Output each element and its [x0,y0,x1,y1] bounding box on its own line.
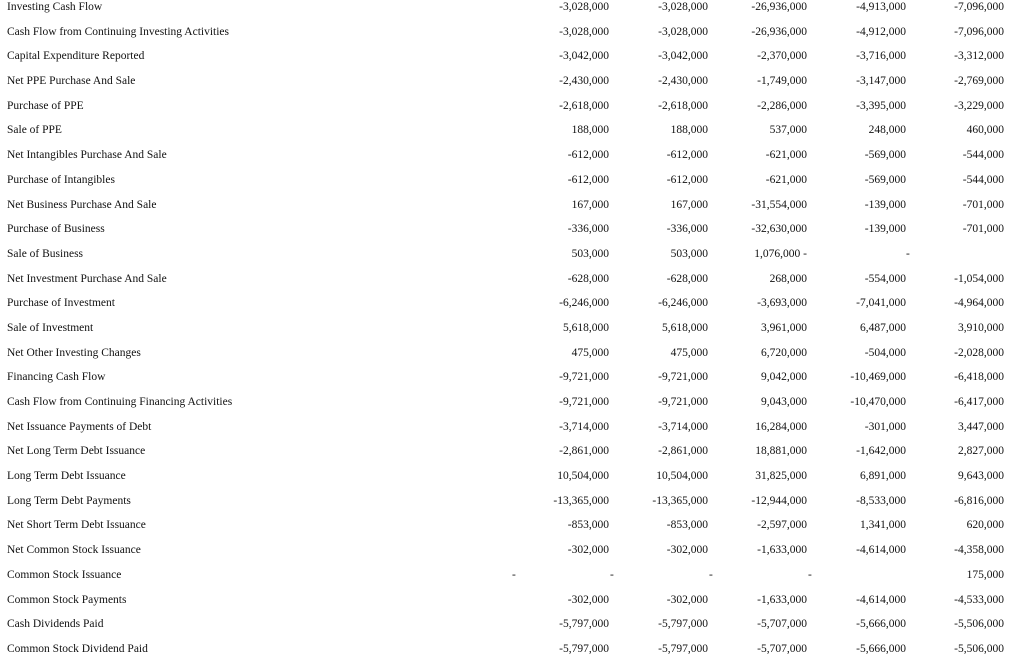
table-row [0,416,1024,441]
row-label: Net Long Term Debt Issuance [7,445,146,458]
row-label: Common Stock Issuance [7,568,122,581]
table-row [0,119,1024,144]
value-cell: -8,533,000 [856,494,906,507]
value-cell: -13,365,000 [553,494,609,507]
value-cell: -3,312,000 [954,50,1004,63]
value-cell: -4,964,000 [954,297,1004,310]
value-cell: -1,633,000 [757,544,807,557]
value-cell: 16,284,000 [755,420,807,433]
table-row [0,613,1024,638]
value-cell: -32,630,000 [751,223,807,236]
value-cell: 537,000 [769,124,807,137]
row-label: Sale of PPE [7,124,62,137]
value-cell: -2,618,000 [559,99,609,112]
value-cell: -10,469,000 [850,371,906,384]
row-label: Net Investment Purchase And Sale [7,272,167,285]
value-cell: -2,370,000 [757,50,807,63]
table-row [0,95,1024,120]
table-row [0,144,1024,169]
value-cell: -612,000 [666,149,708,162]
value-cell: -6,417,000 [954,396,1004,408]
value-cell: -26,936,000 [751,1,807,13]
table-row [0,366,1024,391]
value-cell: -2,430,000 [559,75,609,88]
value-cell: -7,096,000 [954,1,1004,13]
empty-cell-dash: - [512,568,516,581]
value-cell: -3,714,000 [559,420,609,433]
value-cell: -5,506,000 [954,618,1004,631]
empty-cell-dash: - [610,568,614,581]
value-cell: -3,028,000 [658,1,708,13]
value-cell: -4,614,000 [856,544,906,557]
row-label: Purchase of Business [7,223,105,236]
value-cell: -5,707,000 [757,642,807,655]
value-cell: -9,721,000 [559,371,609,384]
row-label: Common Stock Dividend Paid [7,642,148,655]
value-cell: 268,000 [769,272,807,285]
value-cell: -3,716,000 [856,50,906,63]
value-cell: 3,910,000 [958,321,1004,334]
row-label: Net Issuance Payments of Debt [7,420,152,433]
table-row [0,539,1024,564]
value-cell: -7,041,000 [856,297,906,310]
value-cell: 1,076,000 - [754,247,807,260]
value-cell: -301,000 [864,420,906,433]
value-cell: -4,614,000 [856,593,906,606]
value-cell: -336,000 [567,223,609,236]
table-row [0,21,1024,46]
value-cell: 167,000 [670,198,708,211]
value-cell: -3,147,000 [856,75,906,88]
empty-cell-dash: - [808,568,812,581]
value-cell: 5,618,000 [662,321,708,334]
row-label: Purchase of PPE [7,99,84,112]
value-cell: -554,000 [864,272,906,285]
value-cell: -6,246,000 [559,297,609,310]
value-cell: -31,554,000 [751,198,807,211]
value-cell: -6,418,000 [954,371,1004,384]
value-cell: 475,000 [571,346,609,359]
value-cell: -1,054,000 [954,272,1004,285]
value-cell: -13,365,000 [652,494,708,507]
table-row [0,169,1024,194]
value-cell: 460,000 [966,124,1004,137]
row-label: Cash Flow from Continuing Financing Activities [7,396,233,408]
table-row [0,292,1024,317]
value-cell: -302,000 [666,593,708,606]
table-row [0,268,1024,293]
value-cell: -4,533,000 [954,593,1004,606]
table-row [0,564,1024,589]
table-row [0,440,1024,465]
value-cell: -1,642,000 [856,445,906,458]
table-row [0,589,1024,614]
value-cell: 620,000 [966,519,1004,532]
row-label: Cash Dividends Paid [7,618,104,631]
value-cell: 10,504,000 [656,470,708,483]
row-label: Net Business Purchase And Sale [7,198,157,211]
table-row [0,218,1024,243]
row-label: Net Other Investing Changes [7,346,141,359]
value-cell: 9,042,000 [761,371,807,384]
row-label: Long Term Debt Issuance [7,470,126,483]
table-row [0,243,1024,268]
value-cell: 2,827,000 [958,445,1004,458]
value-cell: -6,816,000 [954,494,1004,507]
value-cell: 188,000 [670,124,708,137]
value-cell: -7,096,000 [954,25,1004,38]
value-cell: 9,643,000 [958,470,1004,483]
value-cell: 31,825,000 [755,470,807,483]
value-cell: -621,000 [765,173,807,186]
value-cell: -701,000 [962,223,1004,236]
value-cell: -5,797,000 [559,642,609,655]
value-cell: -853,000 [567,519,609,532]
row-label: Net Intangibles Purchase And Sale [7,149,167,162]
row-label: Sale of Business [7,247,84,260]
value-cell: -504,000 [864,346,906,359]
value-cell: -5,506,000 [954,642,1004,655]
value-cell: -9,721,000 [658,371,708,384]
value-cell: -612,000 [567,149,609,162]
value-cell: -5,707,000 [757,618,807,631]
table-row [0,638,1024,663]
row-label: Net PPE Purchase And Sale [7,75,136,88]
value-cell: 5,618,000 [563,321,609,334]
value-cell: -621,000 [765,149,807,162]
value-cell: 3,961,000 [761,321,807,334]
value-cell: -5,666,000 [856,618,906,631]
value-cell: -2,861,000 [559,445,609,458]
value-cell: -1,633,000 [757,593,807,606]
value-cell: -5,666,000 [856,642,906,655]
value-cell: -3,028,000 [559,1,609,13]
value-cell: -3,028,000 [658,25,708,38]
value-cell: 175,000 [966,568,1004,581]
value-cell: -3,042,000 [559,50,609,63]
value-cell: -10,470,000 [850,396,906,408]
empty-cell-dash: - [906,247,910,260]
value-cell: -2,597,000 [757,519,807,532]
value-cell: 1,341,000 [860,519,906,532]
value-cell: -853,000 [666,519,708,532]
value-cell: -3,042,000 [658,50,708,63]
value-cell: -2,028,000 [954,346,1004,359]
value-cell: 10,504,000 [557,470,609,483]
row-label: Cash Flow from Continuing Investing Activities [7,25,230,38]
row-label: Net Short Term Debt Issuance [7,519,146,532]
value-cell: -139,000 [864,198,906,211]
value-cell: -2,286,000 [757,99,807,112]
value-cell: -612,000 [666,173,708,186]
value-cell: 167,000 [571,198,609,211]
row-label: Purchase of Investment [7,297,115,310]
row-label: Capital Expenditure Reported [7,50,145,63]
row-label: Long Term Debt Payments [7,494,131,507]
table-row [0,194,1024,219]
value-cell: 503,000 [670,247,708,260]
value-cell: -3,028,000 [559,25,609,38]
row-label: Purchase of Intangibles [7,173,115,186]
value-cell: -4,913,000 [856,1,906,13]
row-label: Net Common Stock Issuance [7,544,141,557]
value-cell: -5,797,000 [559,618,609,631]
value-cell: -3,229,000 [954,99,1004,112]
value-cell: -628,000 [666,272,708,285]
value-cell: 9,043,000 [761,396,807,408]
value-cell: -336,000 [666,223,708,236]
row-label: Common Stock Payments [7,593,127,606]
value-cell: -302,000 [567,593,609,606]
value-cell: -9,721,000 [559,396,609,408]
value-cell: 6,891,000 [860,470,906,483]
value-cell: -1,749,000 [757,75,807,88]
value-cell: 6,487,000 [860,321,906,334]
value-cell: -4,912,000 [856,25,906,38]
value-cell: -701,000 [962,198,1004,211]
value-cell: -9,721,000 [658,396,708,408]
value-cell: -612,000 [567,173,609,186]
table-row [0,70,1024,95]
value-cell: 18,881,000 [755,445,807,458]
table-row [0,0,1024,21]
value-cell: 3,447,000 [958,420,1004,433]
value-cell: -544,000 [962,173,1004,186]
value-cell: -5,797,000 [658,642,708,655]
empty-cell-dash: - [709,568,713,581]
table-row [0,391,1024,416]
table-row [0,317,1024,342]
value-cell: -5,797,000 [658,618,708,631]
row-label: Investing Cash Flow [7,1,103,13]
value-cell: 248,000 [868,124,906,137]
value-cell: -4,358,000 [954,544,1004,557]
table-row [0,465,1024,490]
table-row [0,45,1024,70]
value-cell: -12,944,000 [751,494,807,507]
value-cell: -2,861,000 [658,445,708,458]
value-cell: -2,618,000 [658,99,708,112]
value-cell: -302,000 [666,544,708,557]
value-cell: 475,000 [670,346,708,359]
table-row [0,514,1024,539]
value-cell: 503,000 [571,247,609,260]
value-cell: -139,000 [864,223,906,236]
value-cell: 188,000 [571,124,609,137]
value-cell: -6,246,000 [658,297,708,310]
value-cell: -3,693,000 [757,297,807,310]
row-label: Financing Cash Flow [7,371,106,384]
table-row [0,490,1024,515]
value-cell: -3,714,000 [658,420,708,433]
value-cell: -544,000 [962,149,1004,162]
value-cell: -628,000 [567,272,609,285]
value-cell: -2,769,000 [954,75,1004,88]
value-cell: -2,430,000 [658,75,708,88]
value-cell: -26,936,000 [751,25,807,38]
value-cell: -569,000 [864,173,906,186]
value-cell: 6,720,000 [761,346,807,359]
value-cell: -3,395,000 [856,99,906,112]
value-cell: -569,000 [864,149,906,162]
row-label: Sale of Investment [7,321,94,334]
table-row [0,342,1024,367]
value-cell: -302,000 [567,544,609,557]
